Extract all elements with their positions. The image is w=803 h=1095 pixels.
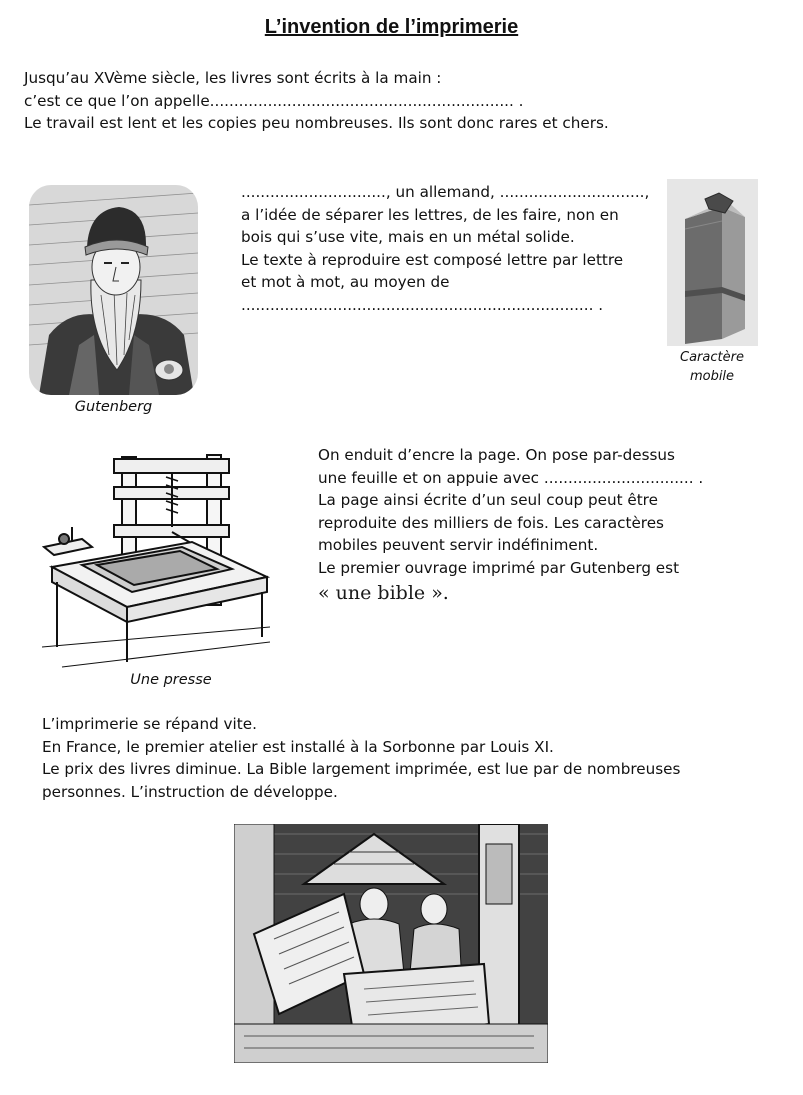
- invention-line: bois qui s’use vite, mais en un métal solide.: [241, 228, 575, 246]
- invention-paragraph: [241, 181, 649, 316]
- page-title: L’invention de l’imprimerie: [264, 16, 519, 38]
- intro-line: Le travail est lent et les copies peu nombreuses. Ils sont donc rares et chers.: [24, 114, 609, 132]
- gutenberg-portrait: [29, 185, 198, 395]
- open-quote: «: [318, 582, 330, 604]
- spread-line: L’imprimerie se répand vite.: [42, 715, 257, 733]
- intro-paragraph: [24, 67, 609, 135]
- press-caption: Une presse: [130, 672, 212, 688]
- movable-type-caption: [662, 348, 762, 386]
- printing-line: reproduite des milliers de fois. Les caractères: [318, 513, 664, 532]
- gutenberg-caption: Gutenberg: [74, 399, 153, 415]
- invention-line: et mot à mot, au moyen de: [241, 273, 450, 291]
- invention-line: ......................................................................... .: [241, 295, 604, 314]
- printing-line: On enduit d’encre la page. On pose par-dessus: [318, 446, 675, 464]
- printing-paragraph: [318, 444, 703, 606]
- invention-line: Le texte à reproduire est composé lettre par lettre: [241, 250, 624, 269]
- spread-line: En France, le premier atelier est installé à la Sorbonne par Louis XI.: [42, 737, 554, 756]
- close-quote: ».: [431, 582, 449, 604]
- printing-press-image: [42, 447, 270, 669]
- bible-answer-line: [318, 582, 703, 606]
- printing-workshop-image: [234, 824, 548, 1063]
- spread-paragraph: [42, 713, 680, 803]
- invention-line: a l’idée de séparer les lettres, de les faire, non en: [241, 205, 619, 224]
- caption-line: Caractère: [680, 350, 744, 365]
- handwritten-answer: une bible: [329, 582, 432, 604]
- printing-line: La page ainsi écrite d’un seul coup peut être: [318, 491, 658, 509]
- printing-line: mobiles peuvent servir indéfiniment.: [318, 536, 599, 554]
- invention-line: .............................., un allemand, ..............................,: [241, 183, 650, 201]
- printing-line: une feuille et on appuie avec ............................... .: [318, 468, 704, 487]
- caption-line: mobile: [689, 369, 735, 384]
- spread-line: personnes. L’instruction de développe.: [42, 782, 338, 801]
- intro-line: Jusqu’au XVème siècle, les livres sont écrits à la main :: [24, 69, 442, 87]
- printing-line: Le premier ouvrage imprimé par Gutenberg est: [318, 558, 680, 577]
- intro-line: c’est ce que l’on appelle............................................................... .: [24, 91, 524, 110]
- movable-type-image: [667, 179, 758, 346]
- spread-line: Le prix des livres diminue. La Bible largement imprimée, est lue par de nombreuses: [42, 760, 681, 778]
